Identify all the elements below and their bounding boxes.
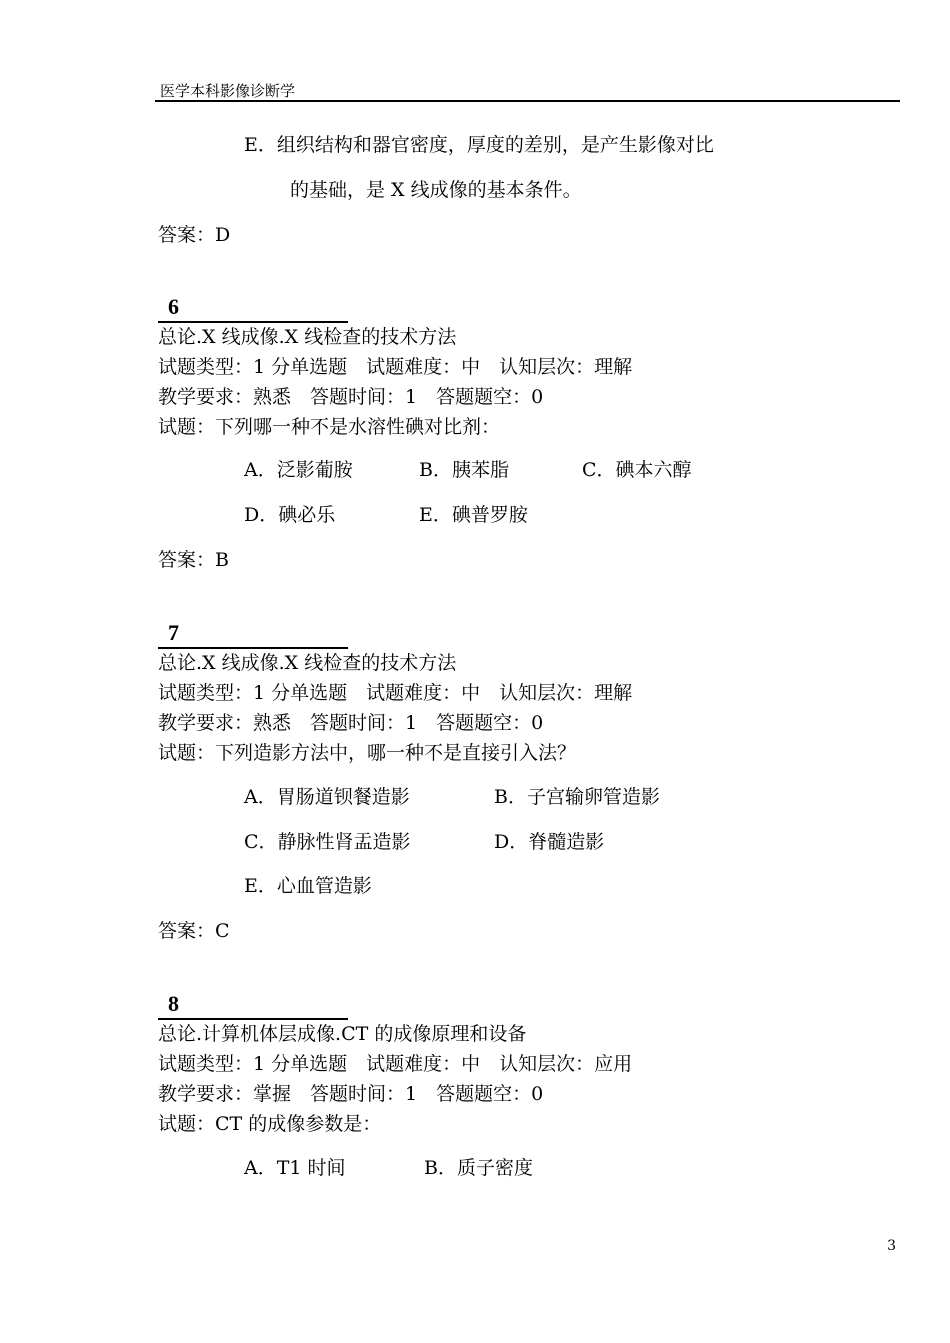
option-b: B．子宫输卵管造影 [494, 786, 660, 808]
question-stem: 试题：下列哪一种不是水溶性碘对比剂： [158, 416, 501, 438]
question-rule-8 [158, 1018, 348, 1020]
page-number: 3 [887, 1238, 896, 1254]
question-stem: 试题：下列造影方法中，哪一种不是直接引入法？ [158, 742, 577, 764]
option-e: E．心血管造影 [244, 875, 372, 897]
question-meta-requirement: 教学要求：熟悉 答题时间：1 答题题空：0 [158, 712, 544, 734]
prev-option-e-line2: 的基础，是 X 线成像的基本条件。 [290, 179, 582, 201]
option-b: B．质子密度 [424, 1157, 533, 1179]
question-answer: 答案：B [158, 549, 229, 571]
option-c: C．碘本六醇 [582, 459, 692, 481]
option-a: A．胃肠道钡餐造影 [244, 786, 410, 808]
question-rule-7 [158, 647, 348, 649]
option-a: A．T1 时间 [244, 1157, 346, 1179]
question-number-7: 7 [168, 620, 179, 645]
option-d: D．脊髓造影 [494, 831, 605, 853]
question-meta-requirement: 教学要求：熟悉 答题时间：1 答题题空：0 [158, 386, 544, 408]
question-meta-requirement: 教学要求：掌握 答题时间：1 答题题空：0 [158, 1083, 544, 1105]
question-meta-type: 试题类型：1 分单选题 试题难度：中 认知层次：应用 [158, 1053, 633, 1075]
question-topic: 总论.X 线成像.X 线检查的技术方法 [158, 326, 457, 348]
question-number-8: 8 [168, 991, 179, 1016]
question-topic: 总论.X 线成像.X 线检查的技术方法 [158, 652, 457, 674]
question-number-6: 6 [168, 294, 179, 319]
header-rule [155, 100, 900, 102]
question-meta-type: 试题类型：1 分单选题 试题难度：中 认知层次：理解 [158, 682, 633, 704]
question-topic: 总论.计算机体层成像.CT 的成像原理和设备 [158, 1023, 527, 1045]
option-b: B．胰苯脂 [419, 459, 509, 481]
question-stem: 试题：CT 的成像参数是： [158, 1113, 382, 1135]
question-answer: 答案：C [158, 920, 230, 942]
running-header: 医学本科影像诊断学 [160, 82, 296, 100]
question-rule-6 [158, 321, 348, 323]
prev-answer: 答案：D [158, 224, 231, 246]
option-d: D．碘必乐 [244, 504, 336, 526]
question-meta-type: 试题类型：1 分单选题 试题难度：中 认知层次：理解 [158, 356, 633, 378]
option-a: A．泛影葡胺 [244, 459, 353, 481]
prev-option-e-line1: E．组织结构和器官密度，厚度的差别，是产生影像对比 [244, 134, 714, 156]
option-c: C．静脉性肾盂造影 [244, 831, 411, 853]
option-e: E．碘普罗胺 [419, 504, 528, 526]
